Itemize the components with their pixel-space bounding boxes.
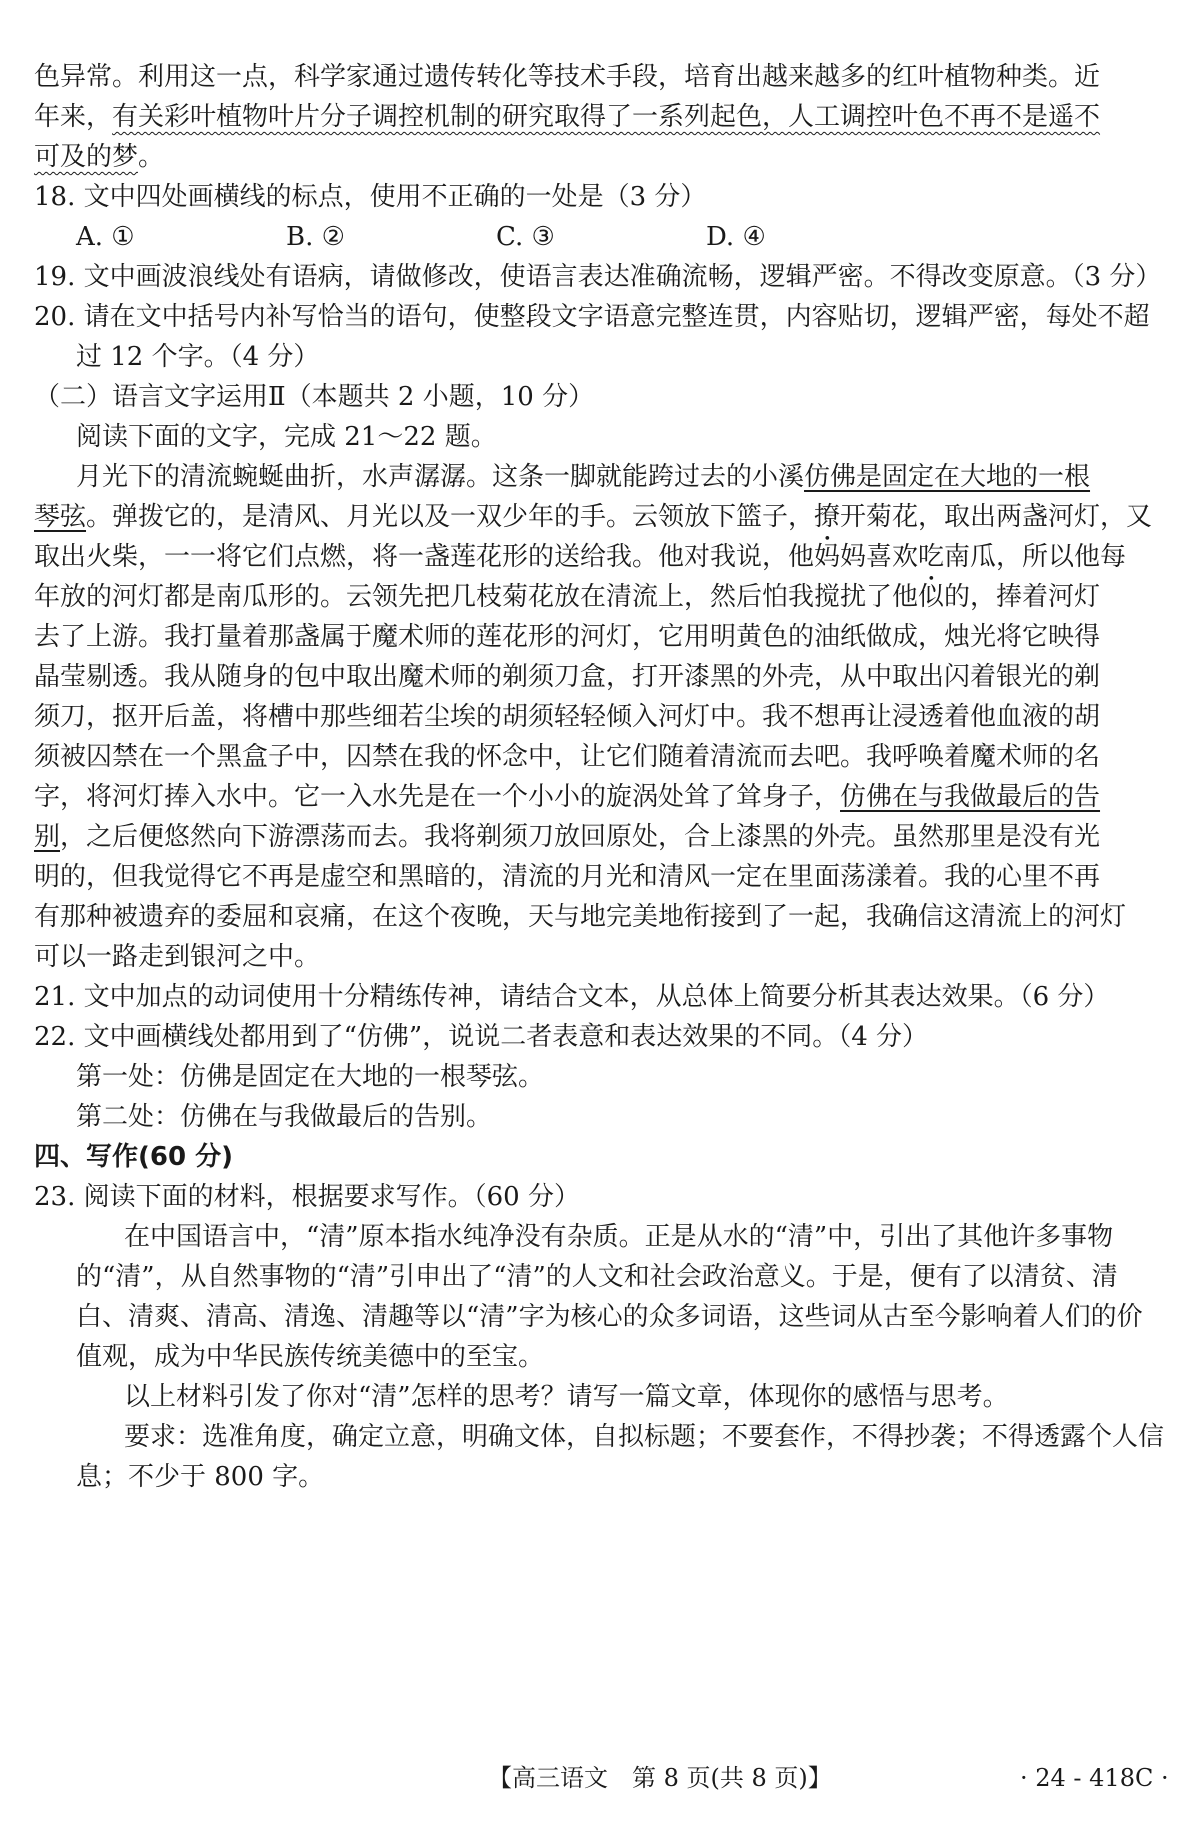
text: 有那种被遗弃的委屈和哀痛，在这个夜晚，天与地完美地衔接到了一起，我确信这清流上的河灯	[34, 902, 1127, 932]
paper-code: · 24 - 418C ·	[1020, 1764, 1169, 1792]
passage-line	[34, 858, 1100, 896]
sub-item: 第一处：仿佛是固定在大地的一根琴弦。	[76, 1062, 545, 1092]
option-b: B. ②	[286, 222, 345, 252]
page-number: 【高三语文 第 8 页(共 8 页)】	[488, 1764, 832, 1792]
underlined-phrase-2: 别	[34, 822, 61, 852]
text: ，之后便悠然向下游漂荡而去。我将剃须刀放回原处，合上漆黑的外壳。虽然那里是没有光	[60, 822, 1101, 852]
passage-line	[76, 458, 1090, 496]
question-22-second	[76, 1098, 492, 1136]
writing-requirements	[124, 1418, 1164, 1456]
question-stem: 19. 文中画波浪线处有语病，请做修改，使语言表达准确流畅，逻辑严密。不得改变原意。（3 分）	[34, 262, 1162, 292]
instruction: 阅读下面的文字，完成 21～22 题。	[76, 422, 497, 452]
text: 可以一路走到银河之中。	[34, 942, 321, 972]
writing-requirements	[76, 1458, 324, 1496]
text: 以上材料引发了你对“清”怎样的思考？请写一篇文章，体现你的感悟与思考。	[124, 1382, 1009, 1412]
text: 明的，但我觉得它不再是虚空和黑暗的，清流的月光和清风一定在里面荡漾着。我的心里不再	[34, 862, 1101, 892]
text: 开菊花，取出两盏河灯，又	[840, 502, 1153, 532]
question-stem: 22. 文中画横线处都用到了“仿佛”，说说二者表意和表达效果的不同。（4 分）	[34, 1022, 929, 1052]
question-19	[34, 258, 1161, 296]
read-instruction	[76, 418, 497, 456]
text: 白、清爽、清高、清逸、清趣等以“清”字为核心的众多词语，这些词从古至今影响着人们的价	[76, 1302, 1143, 1332]
passage-line	[34, 698, 1100, 736]
question-22	[34, 1018, 928, 1056]
text: 息；不少于 800 字。	[76, 1462, 325, 1492]
text: 。	[138, 142, 165, 172]
passage-line	[34, 818, 1100, 856]
text: 晶莹剔透。我从随身的包中取出魔术师的剃须刀盒，打开漆黑的外壳，从中取出闪着银光的剃	[34, 662, 1101, 692]
passage-top-line	[34, 58, 1100, 96]
text: 年来，	[34, 102, 113, 132]
text: 月光下的清流蜿蜒曲折，水声潺潺。这条一脚就能跨过去的小溪	[76, 462, 805, 492]
option-c: C. ③	[496, 222, 555, 252]
text: 南瓜，所以他每	[944, 542, 1127, 572]
passage-line	[34, 538, 1126, 576]
passage-line	[34, 578, 1100, 616]
question-stem: 过 12 个字。（4 分）	[76, 342, 320, 372]
question-stem: 23. 阅读下面的材料，根据要求写作。（60 分）	[34, 1182, 580, 1212]
section-2-title	[34, 378, 594, 416]
passage-line	[34, 778, 1100, 816]
option-a: A. ①	[76, 222, 135, 252]
question-20	[34, 298, 1150, 336]
question-stem: 21. 文中加点的动词使用十分精练传神，请结合文本，从总体上简要分析其表达效果。（6 分）	[34, 982, 1110, 1012]
section-4-title	[34, 1138, 233, 1176]
material-line	[124, 1218, 1113, 1256]
material-line	[76, 1258, 1118, 1296]
passage-top-line	[34, 138, 164, 176]
passage-line	[34, 738, 1100, 776]
question-18	[34, 178, 706, 216]
question-20-cont	[76, 338, 319, 376]
text: 取出火柴，一一将它们点燃，将一盏莲花形的送给我。他对我说，他妈妈喜欢	[34, 542, 919, 572]
dotted-verb: 撩	[814, 502, 841, 532]
underlined-phrase-1: 仿佛是固定在大地的一根	[804, 462, 1091, 492]
text: 值观，成为中华民族传统美德中的至宝。	[76, 1342, 545, 1372]
question-18-options	[76, 218, 916, 256]
text: 须被囚禁在一个黑盒子中，囚禁在我的怀念中，让它们随着清流而去吧。我呼唤着魔术师的名	[34, 742, 1101, 772]
passage-line	[34, 898, 1126, 936]
section-title: （二）语言文字运用Ⅱ（本题共 2 小题，10 分）	[34, 382, 595, 412]
underlined-phrase-2: 仿佛在与我做最后的告	[840, 782, 1101, 812]
text: 要求：选准角度，确定立意，明确文体，自拟标题；不要套作，不得抄袭；不得透露个人信	[124, 1422, 1165, 1452]
text: 去了上游。我打量着那盏属于魔术师的莲花形的河灯，它用明黄色的油纸做成，烛光将它映得	[34, 622, 1101, 652]
text: 年放的河灯都是南瓜形的。云领先把几枝菊花放在清流上，然后怕我搅扰了他似的，捧着河灯	[34, 582, 1101, 612]
material-line	[76, 1298, 1143, 1336]
passage-top-line	[34, 98, 1100, 136]
passage-line	[34, 618, 1100, 656]
text: 色异常。利用这一点，科学家通过遗传转化等技术手段，培育出越来越多的红叶植物种类。近	[34, 62, 1101, 92]
wavy-underline-sentence: 有关彩叶植物叶片分子调控机制的研究取得了一系列起色，人工调控叶色不再不是遥不	[112, 102, 1101, 132]
question-22-first	[76, 1058, 544, 1096]
sub-item: 第二处：仿佛在与我做最后的告别。	[76, 1102, 493, 1132]
text: 。弹拨它的，是清风、月光以及一双少年的手。云领放下篮子，	[86, 502, 815, 532]
wavy-underline-sentence: 可及的梦	[34, 142, 139, 172]
question-stem: 18. 文中四处画横线的标点，使用不正确的一处是（3 分）	[34, 182, 707, 212]
passage-line	[34, 498, 1152, 536]
text: 的“清”，从自然事物的“清”引申出了“清”的人文和社会政治意义。于是，便有了以清贫、清	[76, 1262, 1118, 1292]
material-line	[76, 1338, 544, 1376]
page-footer	[0, 1758, 1200, 1798]
question-23	[34, 1178, 580, 1216]
question-21	[34, 978, 1109, 1016]
text: 在中国语言中，“清”原本指水纯净没有杂质。正是从水的“清”中，引出了其他许多事物	[124, 1222, 1114, 1252]
text: 字，将河灯捧入水中。它一入水先是在一个小小的旋涡处耸了耸身子，	[34, 782, 841, 812]
option-d: D. ④	[706, 222, 766, 252]
text: 须刀，抠开后盖，将槽中那些细若尘埃的胡须轻轻倾入河灯中。我不想再让浸透着他血液的胡	[34, 702, 1101, 732]
passage-line	[34, 938, 320, 976]
section-title: 四、写作(60 分)	[34, 1142, 233, 1172]
passage-line	[34, 658, 1100, 696]
writing-prompt	[124, 1378, 1009, 1416]
underlined-phrase-1: 琴弦	[34, 502, 87, 532]
dotted-verb: 吃	[918, 542, 945, 572]
question-stem: 20. 请在文中括号内补写恰当的语句，使整段文字语意完整连贯，内容贴切，逻辑严密，每处不超	[34, 302, 1150, 332]
